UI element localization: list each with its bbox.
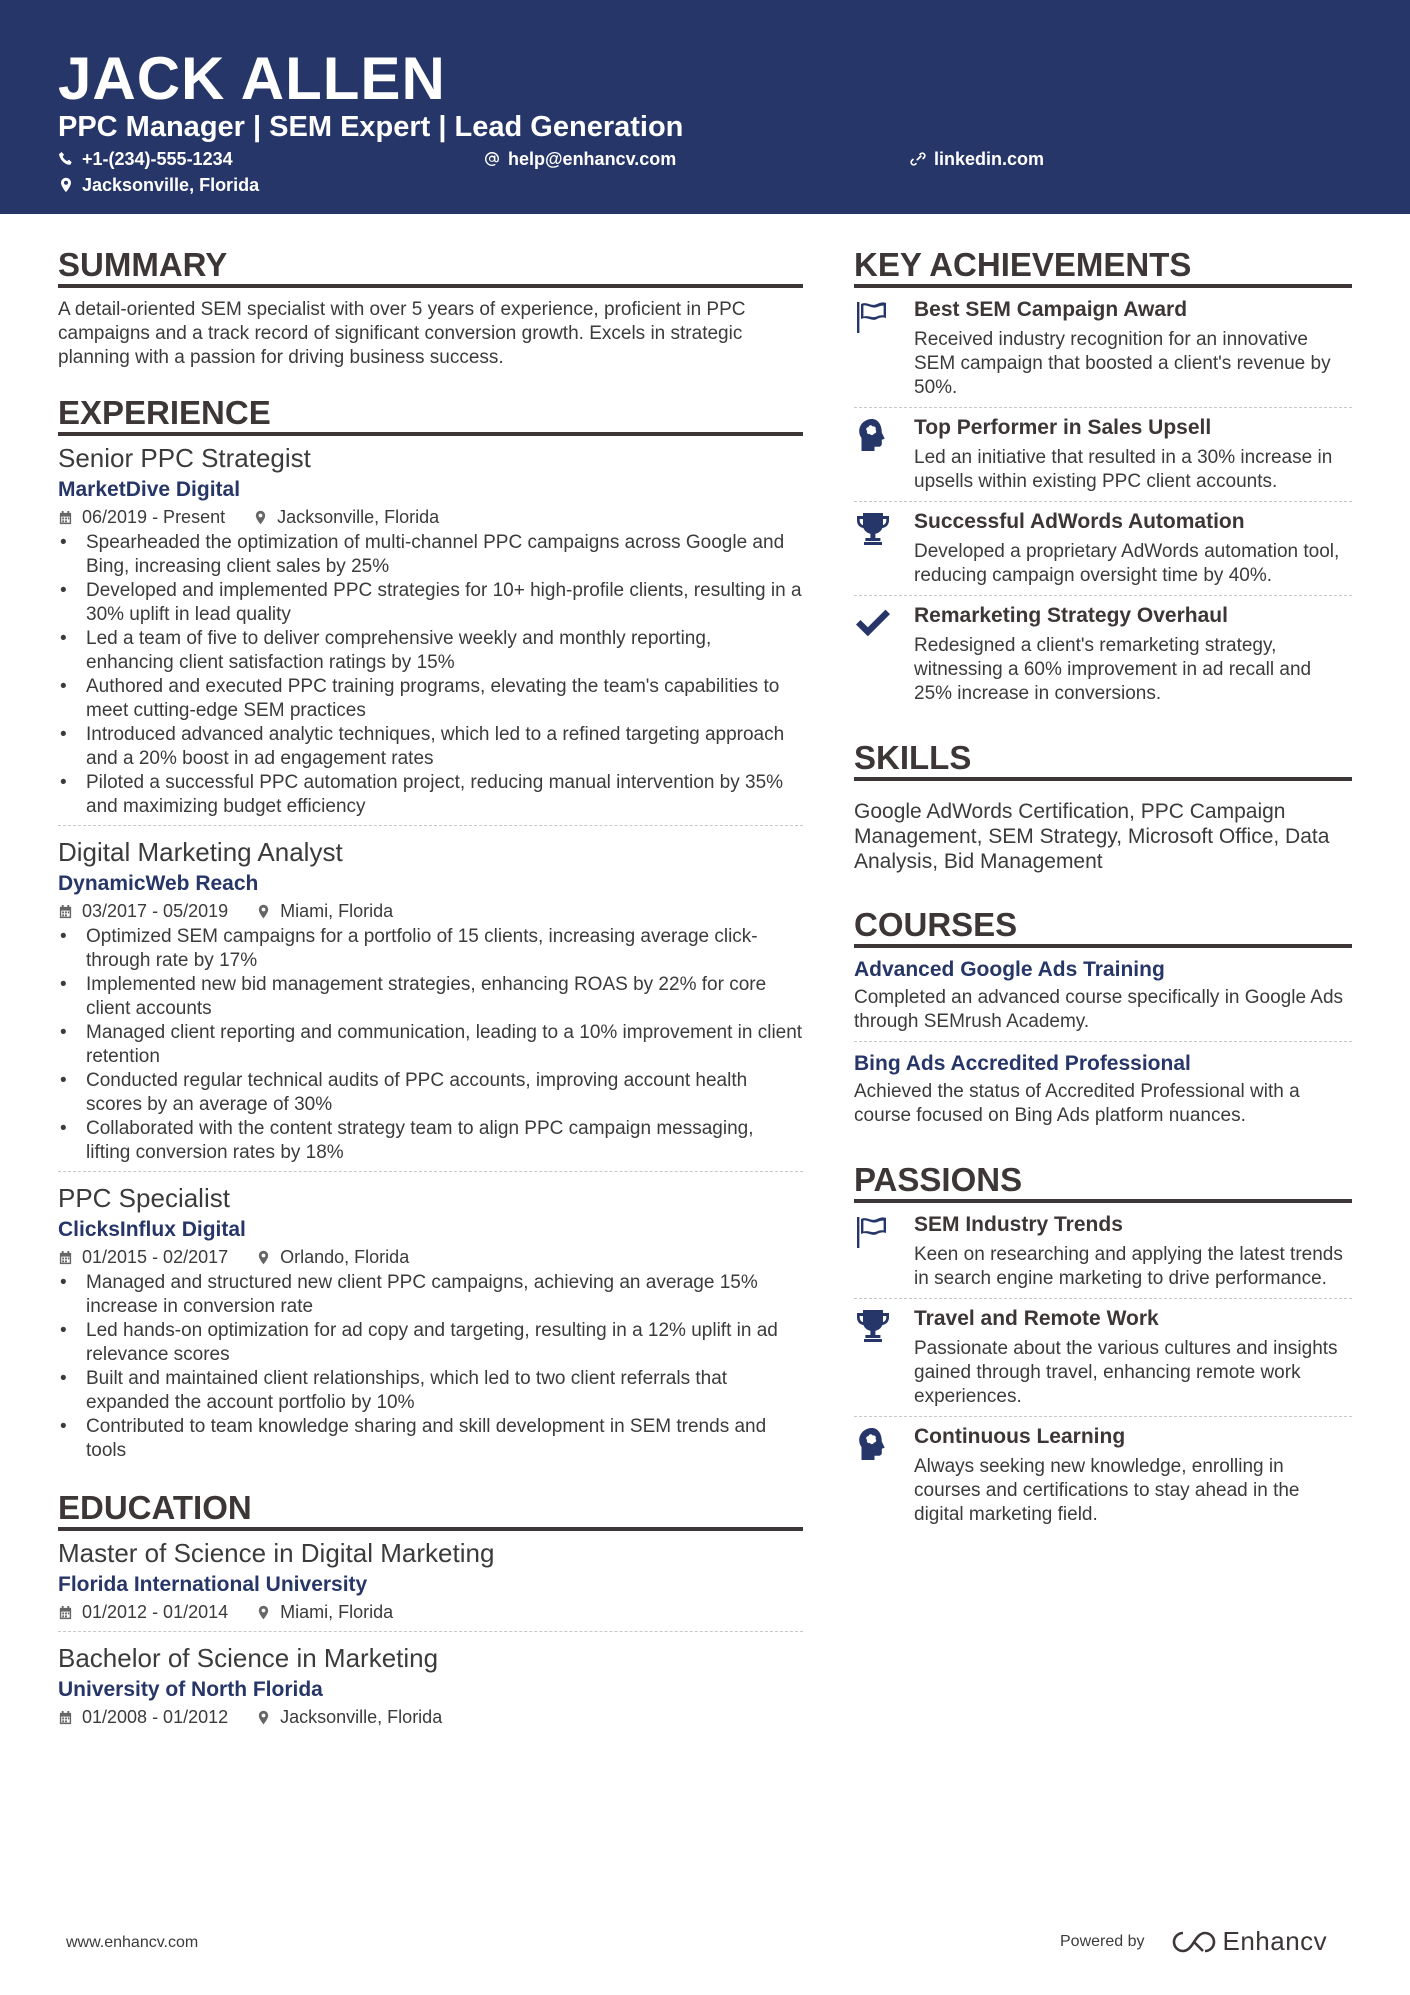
job-location bbox=[256, 1244, 409, 1270]
linkedin-text: linkedin.com bbox=[934, 149, 1045, 169]
footer-website-link[interactable]: www.enhancv.com bbox=[66, 1934, 199, 1951]
school-name: Florida International University bbox=[58, 1573, 368, 1596]
education-entry bbox=[58, 1642, 803, 1736]
job-bullets bbox=[58, 925, 803, 1165]
job-location bbox=[253, 504, 439, 530]
at-sign-icon bbox=[484, 151, 500, 167]
candidate-title: PPC Manager | SEM Expert | Lead Generation bbox=[58, 111, 684, 143]
education-entry bbox=[58, 1537, 803, 1632]
bullet-item: • Contributed to team knowledge sharing and skill development in SEM trends and tools bbox=[58, 1415, 803, 1463]
phone-text: +1-(234)-555-1234 bbox=[82, 149, 233, 169]
passions-heading: PASSIONS bbox=[854, 1161, 1352, 1203]
contact-phone[interactable] bbox=[58, 148, 233, 170]
bullet-item: • Piloted a successful PPC automation project, reducing manual intervention by 35% and maximizing budget efficiency bbox=[58, 771, 803, 819]
bullet-item: • Collaborated with the content strategy team to align PPC campaign messaging, lifting conversion rates by 18% bbox=[58, 1117, 803, 1165]
flag-icon bbox=[854, 1215, 892, 1249]
job-dates: 01/2015 - 02/2017 bbox=[82, 1247, 229, 1267]
bullet-item: • Led a team of five to deliver comprehensive weekly and monthly reporting, enhancing client satisfaction ratings by 15% bbox=[58, 627, 803, 675]
job-title: Digital Marketing Analyst bbox=[58, 837, 343, 867]
passions-section bbox=[854, 1161, 1352, 1534]
link-icon bbox=[910, 151, 926, 167]
courses-heading: COURSES bbox=[854, 906, 1352, 948]
bullet-item: • Developed and implemented PPC strategies for 10+ high-profile clients, resulting in a 30% uplift in lead quality bbox=[58, 579, 803, 627]
education-location bbox=[256, 1599, 393, 1625]
company-name: MarketDive Digital bbox=[58, 478, 241, 501]
job-bullets bbox=[58, 531, 803, 819]
location-pin-icon bbox=[253, 510, 268, 525]
summary-text: A detail-oriented SEM specialist with over 5 years of experience, proficient in PPC campaigns and a track record of significant conversion growth. Excels in strategic planning with a passion for driving business success. bbox=[58, 299, 746, 368]
company-name: DynamicWeb Reach bbox=[58, 872, 259, 895]
location-pin-icon bbox=[256, 1710, 271, 1725]
bullet-item: • Introduced advanced analytic techniques, which led to a refined targeting approach and a 20% boost in ad engagement rates bbox=[58, 723, 803, 771]
enhancv-logo bbox=[1171, 1926, 1328, 1957]
calendar-icon bbox=[58, 1710, 73, 1725]
degree-title: Master of Science in Digital Marketing bbox=[58, 1538, 495, 1568]
skills-heading: SKILLS bbox=[854, 739, 1352, 781]
education-section bbox=[58, 1489, 803, 1736]
achievement-desc: Led an initiative that resulted in a 30% increase in upsells within existing PPC client accounts. bbox=[914, 447, 1333, 492]
location-pin-icon bbox=[256, 904, 271, 919]
contact-location bbox=[58, 174, 259, 196]
bullet-item: • Spearheaded the optimization of multi-channel PPC campaigns across Google and Bing, increasing client sales by 25% bbox=[58, 531, 803, 579]
achievement-title: Successful AdWords Automation bbox=[914, 510, 1245, 533]
calendar-icon bbox=[58, 1250, 73, 1265]
passion-desc: Keen on researching and applying the latest trends in search engine marketing to drive performance. bbox=[914, 1244, 1343, 1289]
resume-header bbox=[0, 0, 1410, 214]
company-name: ClicksInflux Digital bbox=[58, 1218, 246, 1241]
education-meta bbox=[58, 1599, 803, 1625]
achievement-item bbox=[854, 408, 1352, 502]
education-meta bbox=[58, 1704, 803, 1730]
education-dates: 01/2008 - 01/2012 bbox=[82, 1707, 229, 1727]
job-location-text: Orlando, Florida bbox=[280, 1247, 410, 1267]
bullet-item: • Implemented new bid management strategies, enhancing ROAS by 22% for core client accounts bbox=[58, 973, 803, 1021]
checkmark-icon bbox=[854, 606, 892, 640]
candidate-name: JACK ALLEN bbox=[58, 45, 446, 112]
course-title: Bing Ads Accredited Professional bbox=[854, 1052, 1191, 1075]
powered-by-label: Powered by bbox=[1060, 1932, 1145, 1950]
job-entry bbox=[58, 1182, 803, 1469]
course-desc: Completed an advanced course specifically in Google Ads through SEMrush Academy. bbox=[854, 987, 1344, 1032]
job-location-text: Jacksonville, Florida bbox=[277, 507, 440, 527]
passion-item bbox=[854, 1205, 1352, 1299]
degree-title: Bachelor of Science in Marketing bbox=[58, 1643, 439, 1673]
trophy-icon bbox=[854, 1309, 892, 1343]
school-name: University of North Florida bbox=[58, 1678, 323, 1701]
achievement-item bbox=[854, 502, 1352, 596]
courses-section bbox=[854, 906, 1352, 1135]
education-heading: EDUCATION bbox=[58, 1489, 803, 1531]
passion-title: Travel and Remote Work bbox=[914, 1307, 1159, 1330]
bullet-item: • Optimized SEM campaigns for a portfolio of 15 clients, increasing average click-through rate by 17% bbox=[58, 925, 803, 973]
achievement-title: Remarketing Strategy Overhaul bbox=[914, 604, 1228, 627]
location-text: Jacksonville, Florida bbox=[82, 175, 260, 195]
job-meta bbox=[58, 898, 803, 924]
job-meta bbox=[58, 504, 803, 530]
job-location-text: Miami, Florida bbox=[280, 901, 394, 921]
bullet-item: • Managed and structured new client PPC campaigns, achieving an average 15% increase in conversion rate bbox=[58, 1271, 803, 1319]
education-dates: 01/2012 - 01/2014 bbox=[82, 1602, 229, 1622]
achievement-item bbox=[854, 596, 1352, 713]
passion-desc: Always seeking new knowledge, enrolling in courses and certifications to stay ahead in the digital marketing field. bbox=[914, 1456, 1300, 1525]
job-entry bbox=[58, 442, 803, 826]
course-item bbox=[854, 1048, 1352, 1135]
passion-title: Continuous Learning bbox=[914, 1425, 1126, 1448]
achievement-title: Best SEM Campaign Award bbox=[914, 298, 1188, 321]
location-pin-icon bbox=[256, 1605, 271, 1620]
course-item bbox=[854, 954, 1352, 1042]
calendar-icon bbox=[58, 904, 73, 919]
job-location bbox=[256, 898, 393, 924]
skills-section bbox=[854, 739, 1352, 874]
bullet-item: • Conducted regular technical audits of PPC accounts, improving account health scores by an average of 30% bbox=[58, 1069, 803, 1117]
education-location-text: Jacksonville, Florida bbox=[280, 1707, 443, 1727]
course-desc: Achieved the status of Accredited Professional with a course focused on Bing Ads platform nuances. bbox=[854, 1081, 1300, 1126]
location-pin-icon bbox=[58, 177, 74, 193]
achievement-title: Top Performer in Sales Upsell bbox=[914, 416, 1212, 439]
summary-section bbox=[58, 246, 803, 370]
trophy-icon bbox=[854, 512, 892, 546]
phone-icon bbox=[58, 151, 74, 167]
job-entry bbox=[58, 836, 803, 1172]
education-location bbox=[256, 1704, 442, 1730]
job-bullets bbox=[58, 1271, 803, 1463]
course-title: Advanced Google Ads Training bbox=[854, 958, 1165, 981]
passion-desc: Passionate about the various cultures and insights gained through travel, enhancing remote work experiences. bbox=[914, 1338, 1338, 1407]
job-title: PPC Specialist bbox=[58, 1183, 230, 1213]
achievement-desc: Received industry recognition for an innovative SEM campaign that boosted a client's revenue by 50%. bbox=[914, 329, 1331, 398]
calendar-icon bbox=[58, 1605, 73, 1620]
bullet-item: • Authored and executed PPC training programs, elevating the team's capabilities to meet cutting-edge SEM practices bbox=[58, 675, 803, 723]
achievements-heading: KEY ACHIEVEMENTS bbox=[854, 246, 1352, 288]
head-icon bbox=[854, 418, 892, 452]
flag-icon bbox=[854, 300, 892, 334]
email-text: help@enhancv.com bbox=[508, 149, 677, 169]
achievements-section bbox=[854, 246, 1352, 713]
right-column bbox=[854, 246, 1352, 1534]
achievement-item bbox=[854, 290, 1352, 408]
achievement-desc: Developed a proprietary AdWords automation tool, reducing campaign oversight time by 40%. bbox=[914, 541, 1340, 586]
enhancv-logo-icon bbox=[1171, 1929, 1217, 1955]
contact-linkedin[interactable] bbox=[910, 148, 1044, 170]
passion-item bbox=[854, 1417, 1352, 1534]
location-pin-icon bbox=[256, 1250, 271, 1265]
bullet-item: • Led hands-on optimization for ad copy and targeting, resulting in a 12% uplift in ad relevance scores bbox=[58, 1319, 803, 1367]
experience-heading: EXPERIENCE bbox=[58, 394, 803, 436]
left-column bbox=[58, 246, 803, 1746]
job-meta bbox=[58, 1244, 803, 1270]
head-icon bbox=[854, 1427, 892, 1461]
bullet-item: • Managed client reporting and communication, leading to a 10% improvement in client retention bbox=[58, 1021, 803, 1069]
contact-email[interactable] bbox=[484, 148, 676, 170]
passion-item bbox=[854, 1299, 1352, 1417]
summary-heading: SUMMARY bbox=[58, 246, 803, 288]
education-location-text: Miami, Florida bbox=[280, 1602, 394, 1622]
footer-powered-by[interactable] bbox=[1060, 1926, 1327, 1957]
achievement-desc: Redesigned a client's remarketing strategy, witnessing a 60% improvement in ad recall and 25% increase in conversions. bbox=[914, 635, 1312, 704]
passion-title: SEM Industry Trends bbox=[914, 1213, 1123, 1236]
skills-text: Google AdWords Certification, PPC Campaign Management, SEM Strategy, Microsoft Office, Data Analysis, Bid Management bbox=[854, 800, 1330, 873]
calendar-icon bbox=[58, 510, 73, 525]
job-dates: 03/2017 - 05/2019 bbox=[82, 901, 229, 921]
job-title: Senior PPC Strategist bbox=[58, 443, 311, 473]
experience-section bbox=[58, 394, 803, 1469]
job-dates: 06/2019 - Present bbox=[82, 507, 226, 527]
brand-name: Enhancv bbox=[1222, 1926, 1328, 1956]
bullet-item: • Built and maintained client relationships, which led to two client referrals that expanded the account portfolio by 10% bbox=[58, 1367, 803, 1415]
